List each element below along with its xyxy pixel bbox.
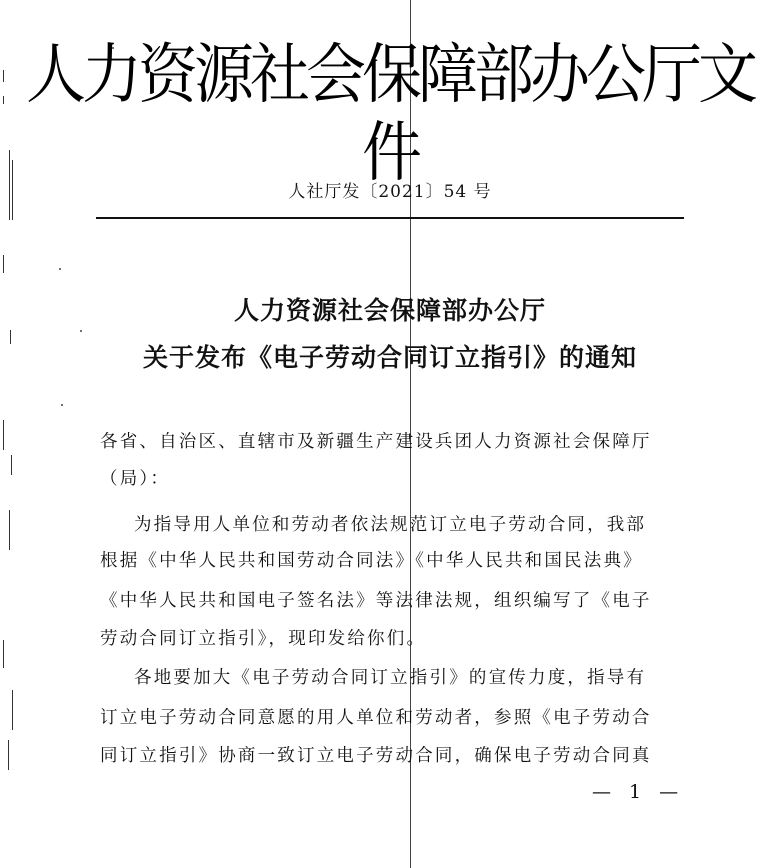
body-line: 劳动合同订立指引》，现印发给你们。 <box>100 629 427 649</box>
scan-speck <box>80 330 82 332</box>
body-line-addressee: 各省、自治区、直辖市及新疆生产建设兵团人力资源社会保障厅 <box>100 432 652 452</box>
header-divider <box>96 217 684 219</box>
notice-title-line-2: 关于发布《电子劳动合同订立指引》的通知 <box>142 343 637 372</box>
body-line: 根据《中华人民共和国劳动合同法》《中华人民共和国民法典》 <box>100 551 643 571</box>
document-number: 人社厅发〔2021〕54 号 <box>288 182 492 202</box>
body-line-addressee-end: （局）： <box>100 469 171 489</box>
notice-title-line-1: 人力资源社会保障部办公厅 <box>233 296 546 325</box>
body-line: 同订立指引》协商一致订立电子劳动合同，确保电子劳动合同真 <box>100 746 652 766</box>
body-line: 订立电子劳动合同意愿的用人单位和劳动者，参照《电子劳动合 <box>100 708 652 728</box>
body-line: 《中华人民共和国电子签名法》等法律法规，组织编写了《电子 <box>100 591 652 611</box>
scan-speck <box>61 404 63 406</box>
body-line: 各地要加大《电子劳动合同订立指引》的宣传力度，指导有 <box>134 668 647 688</box>
document-header-title: 人力资源社会保障部办公厅文件 <box>26 37 754 191</box>
scan-speck <box>59 268 61 270</box>
body-line: 为指导用人单位和劳动者依法规范订立电子劳动合同，我部 <box>134 515 647 535</box>
page-number: — 1 — <box>592 781 685 803</box>
